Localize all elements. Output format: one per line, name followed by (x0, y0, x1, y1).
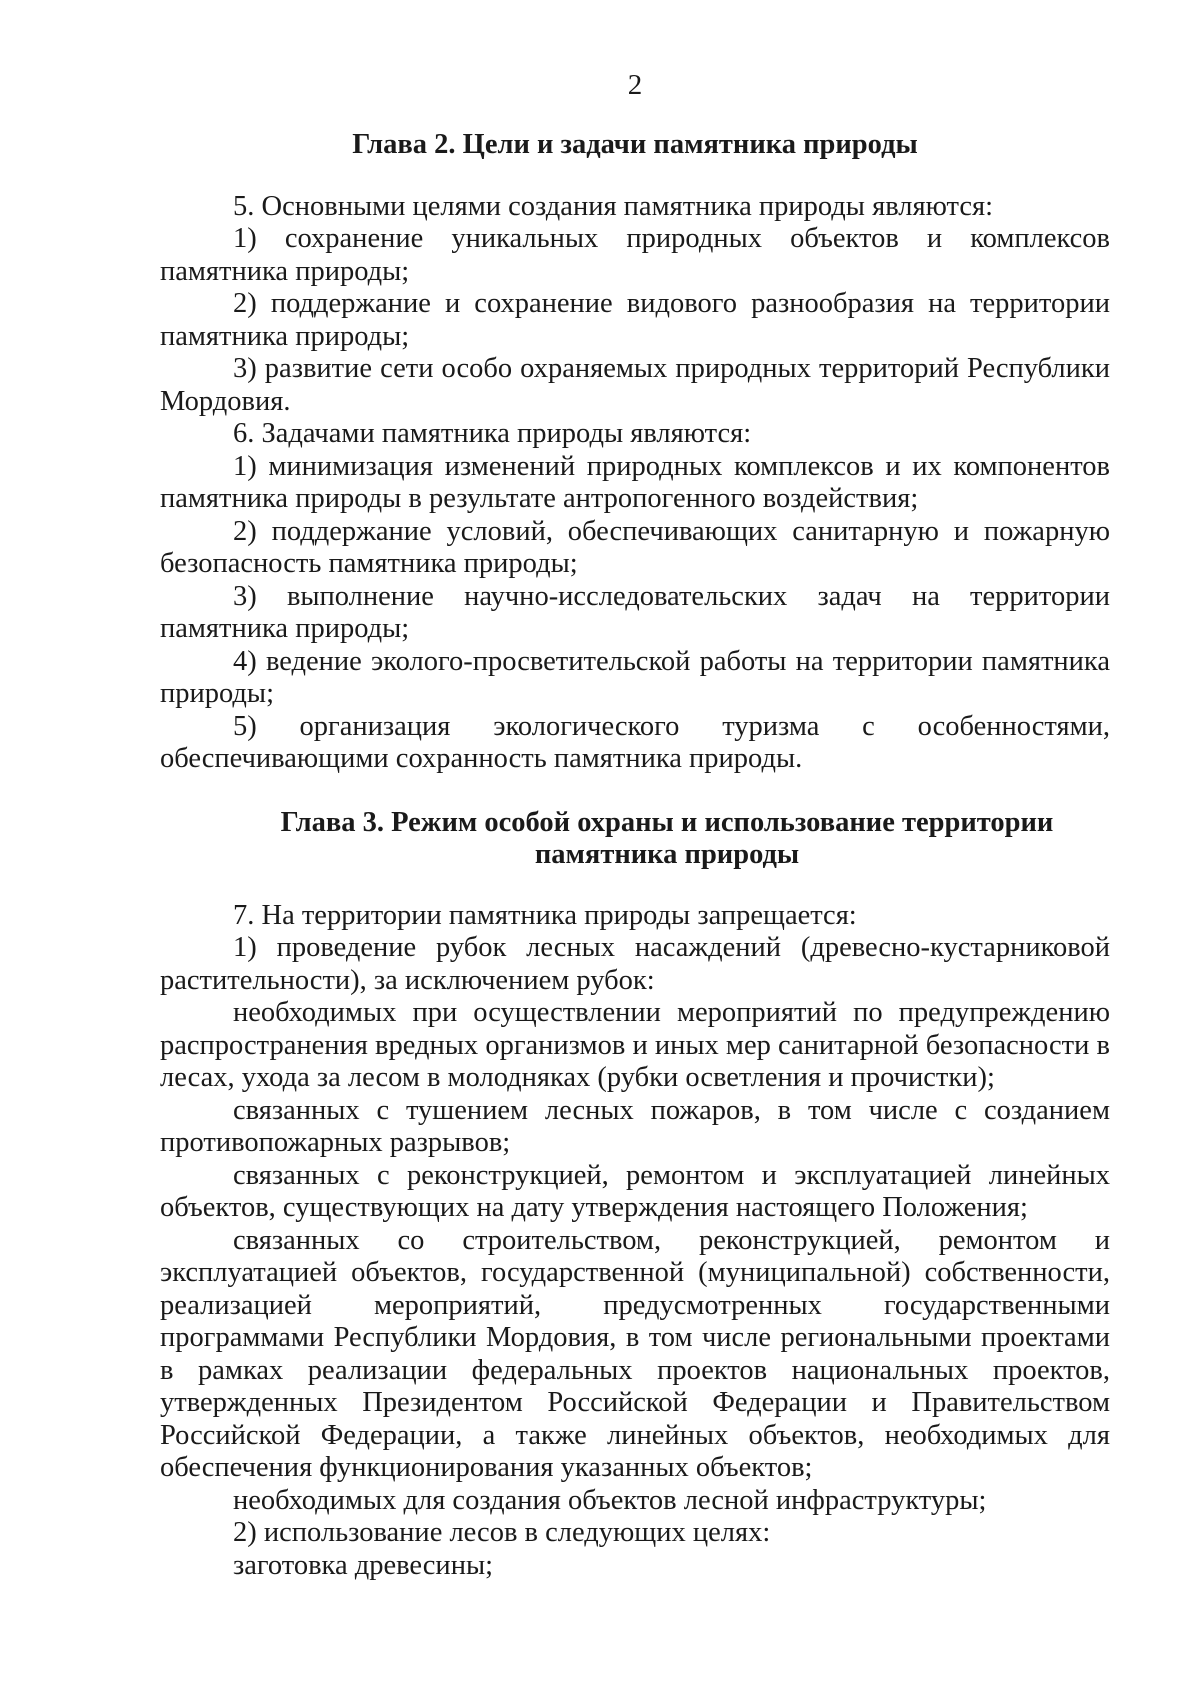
chapter-3-heading-line-2: памятника природы (534, 839, 800, 870)
list-item: 2) поддержание условий, обеспечивающих санитарную и пожарную безопасность памятника природы; (160, 515, 1110, 579)
list-item: связанных с реконструкцией, ремонтом и эксплуатацией линейных объектов, существующих на дату утверждения настоящего Положения; (160, 1159, 1110, 1223)
list-item: заготовка древесины; (233, 1549, 494, 1581)
paragraph: 7. На территории памятника природы запрещается: (233, 899, 857, 931)
list-item: 4) ведение эколого-просветительской работы на территории памятника природы; (160, 645, 1110, 709)
paragraph: 5. Основными целями создания памятника природы являются: (233, 190, 993, 222)
chapter-3-heading-line-1: Глава 3. Режим особой охраны и использование территории (280, 806, 1054, 838)
list-item: необходимых при осуществлении мероприятий по предупреждению распространения вредных организмов и иных мер санитарной безопасности в лесах, ухода за лесом в молодняках (рубки осветления и прочистки); (160, 997, 1110, 1093)
paragraph: 6. Задачами памятника природы являются: (233, 418, 752, 449)
list-item: 3) развитие сети особо охраняемых природных территорий Республики Мордовия. (160, 353, 1110, 417)
document-body (160, 129, 1110, 1582)
list-item: 1) проведение рубок лесных насаждений (древесно-кустарниковой растительности), за исключением рубок: (160, 932, 1110, 996)
list-item: связанных со строительством, реконструкцией, ремонтом и эксплуатацией объектов, государственной (муниципальной) собственности, реализацией мероприятий, предусмотренных государственными программами Республики Мордовия, в том числе региональными проектами в рамках реализации федеральных проектов национальных проектов, утвержденных Президентом Российской Федерации и Правительством Российской Федерации, а также линейных объектов, необходимых для обеспечения функционирования указанных объектов; (160, 1224, 1110, 1483)
list-item: необходимых для создания объектов лесной инфраструктуры; (233, 1484, 987, 1516)
list-item: 1) минимизация изменений природных комплексов и их компонентов памятника природы в результате антропогенного воздействия; (160, 450, 1110, 514)
chapter-3-heading (160, 807, 1110, 872)
list-item: связанных с тушением лесных пожаров, в том числе с созданием противопожарных разрывов; (160, 1094, 1110, 1158)
list-item: 5) организация экологического туризма с особенностями, обеспечивающими сохранность памятника природы. (160, 710, 1110, 774)
list-item: 2) использование лесов в следующих целях: (233, 1517, 771, 1548)
page-number: 2 (627, 69, 643, 101)
list-item: 1) сохранение уникальных природных объектов и комплексов памятника природы; (160, 223, 1110, 287)
list-item: 3) выполнение научно-исследовательских задач на территории памятника природы; (160, 580, 1110, 644)
chapter-2-heading: Глава 2. Цели и задачи памятника природы (352, 129, 918, 160)
list-item: 2) поддержание и сохранение видового разнообразия на территории памятника природы; (160, 288, 1110, 352)
